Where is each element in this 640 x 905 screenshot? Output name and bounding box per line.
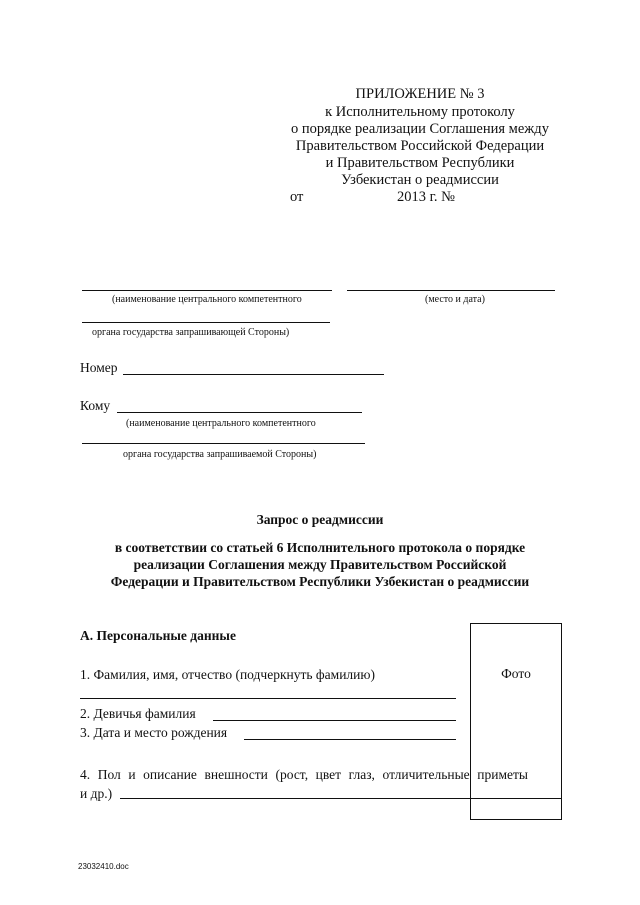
appearance-field[interactable]	[120, 798, 562, 799]
authority-line-2[interactable]	[82, 322, 330, 323]
maiden-name-field[interactable]	[213, 720, 456, 721]
date-prefix: от	[290, 189, 304, 205]
to-caption: (наименование центрального компетентного	[126, 418, 316, 429]
header-line-2: о порядке реализации Соглашения между	[291, 121, 549, 137]
authority-caption-2: органа государства запрашивающей Стороны)	[92, 327, 290, 338]
to-field[interactable]	[117, 412, 362, 413]
date-suffix: 2013 г. №	[397, 189, 456, 205]
section-a-heading: А. Персональные данные	[80, 628, 236, 643]
footer-filename: 23032410.doc	[78, 862, 129, 871]
item-3-label: 3. Дата и место рождения	[80, 725, 228, 740]
request-subtitle-2: реализации Соглашения между Правительством Российской	[133, 557, 507, 572]
photo-label: Фото	[501, 666, 531, 681]
birth-date-place-field[interactable]	[244, 739, 456, 740]
request-subtitle-1: в соответствии со статьей 6 Исполнительного протокола о порядке	[114, 540, 526, 555]
photo-box[interactable]	[470, 623, 562, 820]
item-4-label-cont: и др.)	[80, 786, 113, 801]
header-line-3: Правительством Российской Федерации	[295, 138, 545, 154]
item-2-label: 2. Девичья фамилия	[80, 706, 196, 721]
authority-caption: (наименование центрального компетентного	[112, 294, 302, 305]
request-title: Запрос о реадмиссии	[256, 512, 384, 527]
item-1-label: 1. Фамилия, имя, отчество (подчеркнуть фамилию)	[80, 667, 375, 682]
full-name-field[interactable]	[80, 698, 456, 699]
to-caption-2: органа государства запрашиваемой Стороны)	[123, 449, 317, 460]
number-label: Номер	[80, 360, 118, 375]
to-field-2[interactable]	[82, 443, 365, 444]
request-subtitle-3: Федерации и Правительством Республики Узбекистан о реадмиссии	[110, 574, 530, 589]
to-label: Кому	[80, 398, 111, 413]
header-line-1: к Исполнительному протоколу	[325, 104, 515, 120]
header-line-4: и Правительством Республики	[325, 155, 515, 171]
number-field[interactable]	[123, 374, 384, 375]
item-4-label: 4. Пол и описание внешности (рост, цвет глаз, отличительные приметы	[80, 767, 528, 782]
authority-line[interactable]	[82, 290, 332, 291]
place-date-caption: (место и дата)	[425, 294, 485, 305]
header-line-5: Узбекистан о реадмиссии	[341, 172, 499, 188]
appendix-title: ПРИЛОЖЕНИЕ № 3	[355, 86, 485, 102]
place-date-line[interactable]	[347, 290, 555, 291]
